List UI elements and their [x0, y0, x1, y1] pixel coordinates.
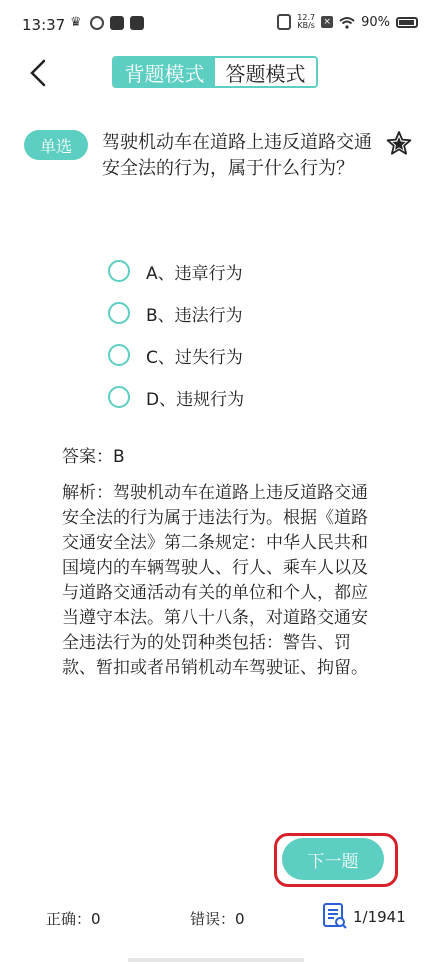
radio-icon — [108, 302, 130, 324]
question-list-button[interactable] — [322, 902, 348, 930]
option-label: D、违规行为 — [146, 389, 245, 410]
tab-recite-mode[interactable]: 背题模式 — [114, 58, 215, 86]
status-right — [277, 14, 418, 30]
option-a[interactable] — [108, 250, 244, 292]
network-speed-unit: KB/s — [297, 21, 315, 30]
network-speed-value: 12.7 — [297, 13, 316, 22]
option-label: B、违法行为 — [146, 305, 243, 326]
battery-percent: 90% — [361, 14, 390, 30]
back-button[interactable] — [26, 58, 56, 88]
option-d[interactable] — [108, 376, 244, 418]
option-b[interactable] — [108, 292, 244, 334]
network-speed — [297, 14, 315, 30]
progress-counter: 1/1941 — [353, 908, 406, 926]
wifi-icon — [339, 16, 355, 29]
tab-answer-mode[interactable]: 答题模式 — [215, 58, 316, 86]
notification-icons — [70, 16, 144, 30]
star-icon — [386, 130, 412, 156]
favorite-button[interactable] — [386, 130, 412, 156]
correct-count: 正确：0 — [46, 910, 101, 928]
battery-icon — [396, 17, 418, 28]
status-bar — [0, 0, 432, 50]
option-label: C、过失行为 — [146, 347, 243, 368]
app-notification-icon — [110, 16, 124, 30]
wrong-count: 错误：0 — [190, 910, 245, 928]
question-list-icon — [322, 902, 348, 930]
back-arrow-icon — [26, 58, 56, 88]
question-text: 驾驶机动车在道路上违反道路交通安全法的行为，属于什么行为？ — [102, 132, 372, 179]
no-sim-icon: × — [321, 16, 333, 28]
next-question-button[interactable]: 下一题 — [282, 838, 384, 880]
analysis-text: 解析：驾驶机动车在道路上违反道路交通安全法的行为属于违法行为。根据《道路交通安全法》第二条规定：中华人民共和国境内的车辆驾驶人、行人、乘车人以及与道路交通活动有关的单位和个人，都应当遵守本法。第八十八条，对道路交通安全违法行为的处罚种类包括：警告、罚款、暂扣或者吊销机动车驾驶证、拘留。 — [62, 483, 368, 678]
status-time: 13:37 — [22, 16, 66, 34]
vibrate-icon — [277, 14, 291, 30]
mode-toggle — [112, 56, 318, 88]
question-type-badge: 单选 — [24, 130, 88, 160]
option-c[interactable] — [108, 334, 244, 376]
footer — [0, 900, 432, 934]
message-icon — [130, 16, 144, 30]
radio-icon — [108, 386, 130, 408]
radio-icon — [108, 260, 130, 282]
home-indicator[interactable] — [128, 958, 304, 962]
radio-icon — [108, 344, 130, 366]
crown-icon: ♛ — [70, 15, 82, 30]
sync-icon — [90, 16, 104, 30]
options-list — [108, 250, 244, 418]
answer-text: 答案：B — [62, 447, 125, 467]
option-label: A、违章行为 — [146, 263, 243, 284]
